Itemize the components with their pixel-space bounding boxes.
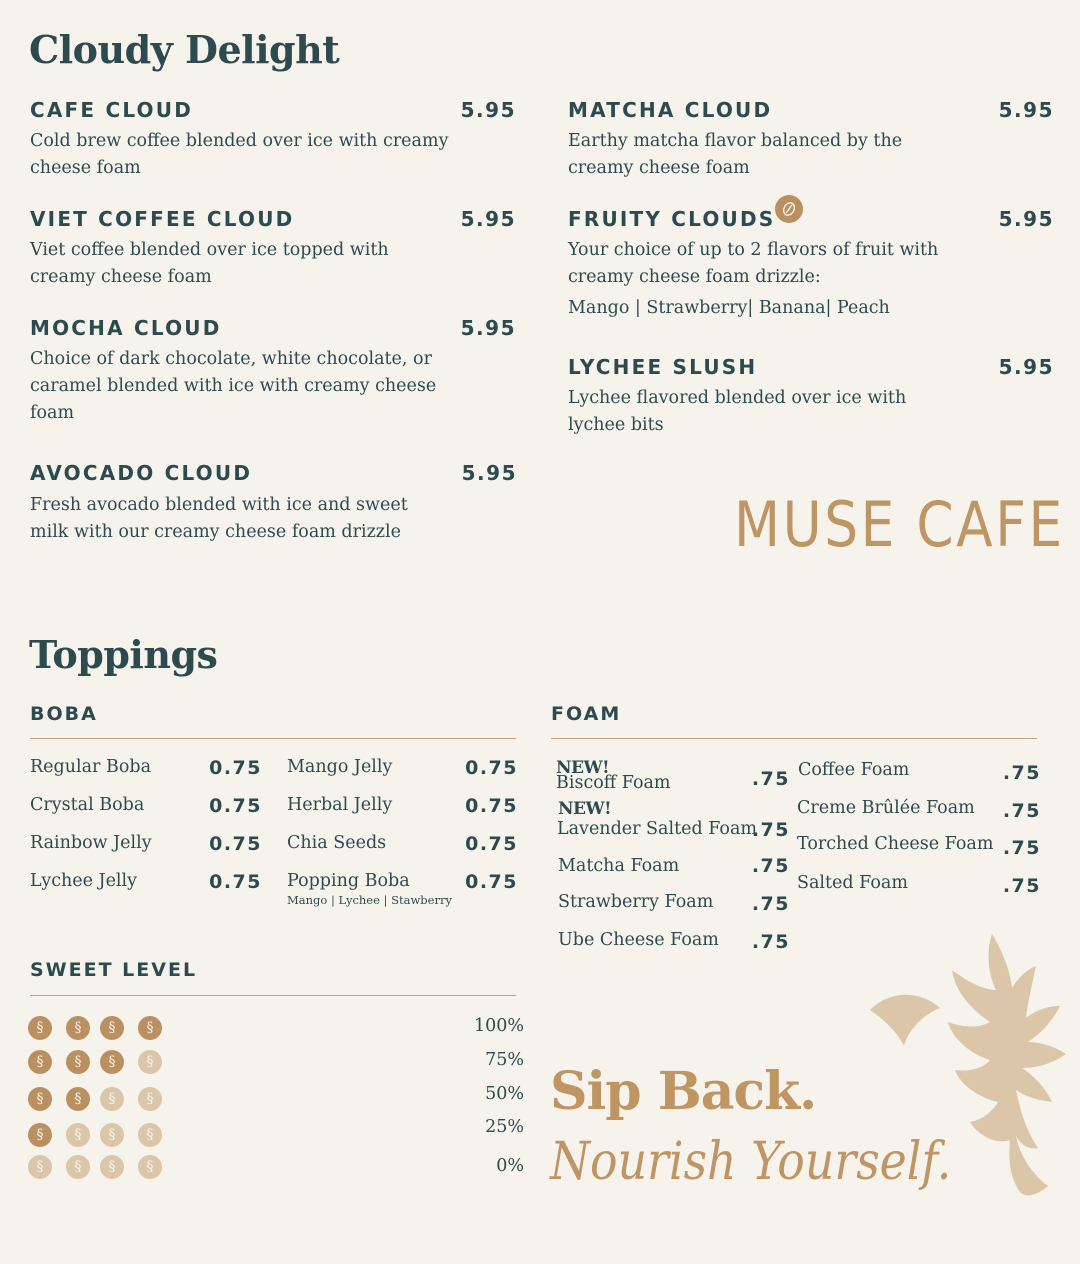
- foam-col-1: [556, 760, 790, 960]
- topping-name: Ube Cheese Foam: [558, 930, 719, 950]
- topping-price: .75: [751, 931, 790, 953]
- sweet-dot-icon: §: [28, 1050, 52, 1074]
- topping-name: Biscoff Foam: [556, 773, 671, 793]
- topping-name: Torched Cheese Foam: [797, 834, 994, 854]
- topping-price: .75: [751, 819, 790, 841]
- topping-row: [287, 795, 518, 833]
- brand-logo-text: MUSE CAFE: [734, 488, 1065, 561]
- topping-price: 0.75: [465, 833, 518, 855]
- topping-price: .75: [751, 855, 790, 877]
- sweet-dot-icon: §: [66, 1087, 90, 1111]
- topping-name: Salted Foam: [797, 873, 908, 893]
- sweet-dot-icon: §: [138, 1123, 162, 1147]
- topping-row: [30, 833, 262, 871]
- item-name: LYCHEE SLUSH: [568, 355, 758, 379]
- item-name: FRUITY CLOUDS: [568, 207, 776, 231]
- item-name: MATCHA CLOUD: [568, 98, 773, 122]
- boba-col-2: [287, 757, 518, 909]
- new-badge: NEW!: [558, 799, 612, 819]
- topping-price: 0.75: [465, 795, 518, 817]
- topping-price: .75: [1002, 800, 1041, 822]
- section-title-toppings: Toppings: [29, 632, 218, 677]
- sweet-dot-icon: §: [138, 1087, 162, 1111]
- sweet-dot-icon: §: [138, 1050, 162, 1074]
- sweet-dot-icon: §: [100, 1123, 124, 1147]
- tagline-sip-back: Sip Back.: [550, 1061, 817, 1122]
- foam-col-2: [797, 762, 1041, 902]
- tagline-nourish-yourself: Nourish Yourself.: [550, 1132, 952, 1192]
- item-price: 5.95: [460, 207, 516, 231]
- topping-price: 0.75: [465, 871, 518, 893]
- boba-heading: BOBA: [30, 703, 98, 725]
- boba-col-1: [30, 757, 262, 909]
- topping-price: .75: [1002, 875, 1041, 897]
- item-price: 5.95: [998, 355, 1054, 379]
- topping-name: Mango Jelly: [287, 757, 393, 777]
- fruit-flavors: Mango | Strawberry| Banana| Peach: [568, 298, 890, 318]
- item-description: Your choice of up to 2 flavors of fruit with creamy cheese foam drizzle:: [568, 240, 939, 287]
- menu-item: [568, 209, 1054, 322]
- sweet-level-label: 100%: [473, 1016, 524, 1036]
- menu-item: [30, 318, 516, 427]
- item-name: CAFE CLOUD: [30, 98, 193, 122]
- item-description: Viet coffee blended over ice topped with creamy cheese foam: [30, 240, 389, 287]
- sweet-dot-icon: §: [28, 1016, 52, 1040]
- topping-price: 0.75: [465, 757, 518, 779]
- sweet-dot-icon: §: [100, 1050, 124, 1074]
- sweet-dot-icon: §: [66, 1155, 90, 1179]
- topping-row: [287, 871, 518, 909]
- sweet-level-heading: SWEET LEVEL: [30, 959, 198, 981]
- sweet-level-grid: [28, 1016, 528, 1191]
- topping-name: Lavender Salted Foam: [557, 819, 757, 839]
- topping-price: .75: [1002, 762, 1041, 784]
- topping-price: 0.75: [209, 833, 262, 855]
- topping-name: Regular Boba: [30, 757, 151, 777]
- topping-price: 0.75: [209, 871, 262, 893]
- topping-row: [287, 757, 518, 795]
- sweet-dot-icon: §: [138, 1016, 162, 1040]
- sweet-level-label: 75%: [485, 1050, 524, 1070]
- item-name: MOCHA CLOUD: [30, 316, 222, 340]
- menu-item: [30, 463, 517, 546]
- popping-boba-flavors: Mango | Lychee | Stawberry: [287, 892, 452, 907]
- topping-name: Lychee Jelly: [30, 871, 137, 891]
- sweet-dot-icon: §: [100, 1016, 124, 1040]
- topping-name: Crystal Boba: [30, 795, 145, 815]
- topping-price: .75: [751, 893, 790, 915]
- topping-name: Strawberry Foam: [558, 892, 714, 912]
- menu-item: [568, 100, 1054, 182]
- topping-name: Popping Boba: [287, 871, 410, 891]
- section-title-cloudy-delight: Cloudy Delight: [29, 27, 340, 72]
- sweet-dot-icon: §: [66, 1016, 90, 1040]
- menu-item: [30, 100, 516, 182]
- sweet-dot-icon: §: [28, 1123, 52, 1147]
- topping-row: [30, 757, 262, 795]
- item-description: Cold brew coffee blended over ice with creamy cheese foam: [30, 131, 449, 178]
- foam-heading: FOAM: [551, 703, 622, 725]
- item-price: 5.95: [461, 461, 517, 485]
- sweet-dot-icon: §: [66, 1050, 90, 1074]
- item-price: 5.95: [460, 316, 516, 340]
- item-name: AVOCADO CLOUD: [30, 461, 253, 485]
- sweet-level-label: 25%: [485, 1117, 524, 1137]
- topping-price: .75: [1002, 837, 1041, 859]
- topping-price: .75: [751, 768, 790, 790]
- sweet-dot-icon: §: [100, 1087, 124, 1111]
- topping-row: [287, 833, 518, 871]
- sweet-dot-icon: §: [28, 1155, 52, 1179]
- item-name: VIET COFFEE CLOUD: [30, 207, 295, 231]
- topping-name: Herbal Jelly: [287, 795, 393, 815]
- sweet-dot-icon: §: [100, 1155, 124, 1179]
- sweet-level-divider: [30, 995, 516, 996]
- item-price: 5.95: [460, 98, 516, 122]
- topping-price: 0.75: [209, 757, 262, 779]
- topping-name: Creme Brûlée Foam: [797, 798, 975, 818]
- topping-name: Chia Seeds: [287, 833, 387, 853]
- topping-row: [30, 795, 262, 833]
- topping-price: 0.75: [209, 795, 262, 817]
- topping-row: [30, 871, 262, 909]
- item-description: Lychee flavored blended over ice with lychee bits: [568, 388, 907, 435]
- item-description: Earthy matcha flavor balanced by the creamy cheese foam: [568, 131, 903, 178]
- topping-name: Matcha Foam: [558, 856, 680, 876]
- sweet-dot-icon: §: [138, 1155, 162, 1179]
- topping-name: Rainbow Jelly: [30, 833, 152, 853]
- boba-divider: [30, 738, 516, 739]
- sweet-dot-icon: §: [28, 1087, 52, 1111]
- sweet-level-label: 0%: [496, 1156, 524, 1176]
- item-description: Choice of dark chocolate, white chocolate, or caramel blended with ice with creamy cheese foam: [30, 349, 437, 423]
- coffee-bean-icon: [775, 195, 803, 223]
- topping-name: Coffee Foam: [798, 760, 910, 780]
- new-badge: NEW!: [556, 758, 610, 778]
- item-description: Fresh avocado blended with ice and sweet milk with our creamy cheese foam drizzle: [30, 495, 408, 542]
- menu-item: [30, 209, 516, 291]
- item-price: 5.95: [998, 98, 1054, 122]
- item-price: 5.95: [998, 207, 1054, 231]
- foam-divider: [551, 738, 1037, 739]
- menu-item: [568, 357, 1054, 439]
- sweet-level-label: 50%: [485, 1084, 524, 1104]
- sweet-dot-icon: §: [66, 1123, 90, 1147]
